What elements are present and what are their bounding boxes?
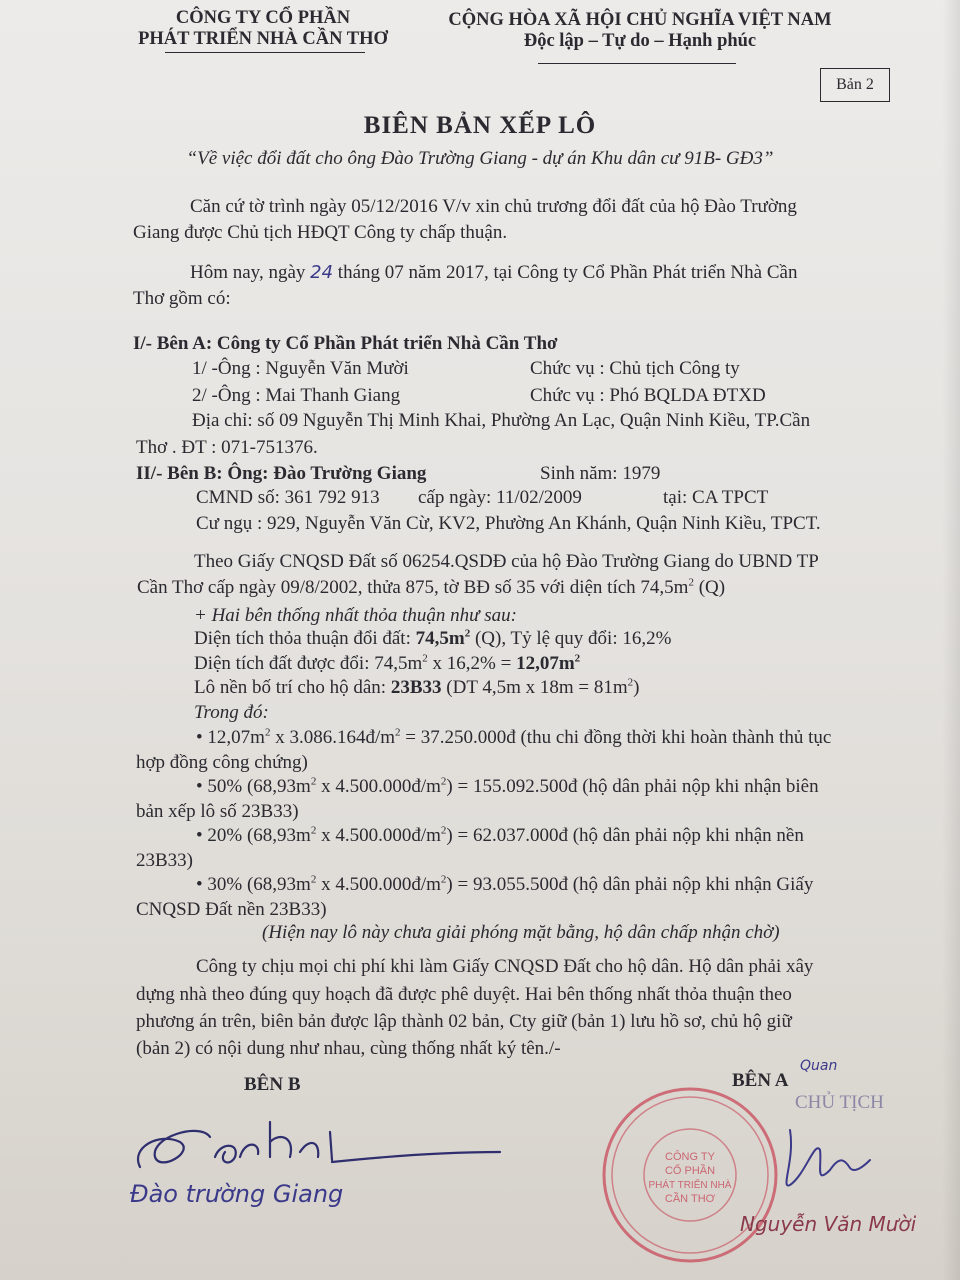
payment-4-a: • 30% (68,93m	[196, 874, 311, 895]
svg-text:CÔNG TY: CÔNG TY	[665, 1151, 715, 1163]
party-a-signature-graphic	[760, 1110, 900, 1210]
payment-4-b: x 4.500.000đ/m	[316, 874, 441, 895]
intro-para1-line2: Giang được Chủ tịch HĐQT Công ty chấp thuận.	[133, 222, 508, 243]
national-header	[410, 10, 870, 52]
lot-close: )	[633, 677, 640, 698]
party-b-signature-graphic	[120, 1112, 520, 1232]
party-b-id-place: tại: CA TPCT	[663, 487, 769, 508]
nation-motto: Độc lập – Tự do – Hạnh phúc	[523, 31, 757, 51]
superscript: 2	[574, 652, 581, 665]
superscript: 2	[310, 775, 317, 788]
certificate-end: (Q)	[693, 577, 726, 598]
company-header	[128, 8, 398, 50]
lot-value: 23B33	[390, 677, 442, 698]
handwritten-day: 24	[310, 262, 334, 283]
party-a-rep1-name: 1/ -Ông : Nguyễn Văn Mười	[192, 358, 409, 379]
exchanged-area-label: Diện tích đất được đổi: 74,5m	[194, 653, 423, 674]
payment-2-c: ) = 155.092.500đ (hộ dân phải nộp khi nhận biên	[446, 776, 819, 797]
certificate-line2	[137, 577, 725, 599]
company-underline	[165, 52, 365, 53]
party-b-id-number: CMND số: 361 792 913	[196, 487, 380, 508]
nation-title: CỘNG HÒA XÃ HỘI CHỦ NGHĨA VIỆT NAM	[448, 10, 832, 30]
superscript: 2	[464, 627, 471, 640]
payment-3-c: ) = 62.037.000đ (hộ dân phải nộp khi nhận nền	[446, 825, 804, 846]
party-b-heading: II/- Bên B: Ông: Đào Trường Giang	[136, 463, 427, 484]
party-a-address-line2: Thơ . ĐT : 071-751376.	[136, 437, 318, 458]
agreed-area-line	[194, 628, 671, 650]
superscript: 2	[264, 726, 271, 739]
party-a-handwritten-name: Nguyễn Văn Mười	[740, 1212, 917, 1236]
copy-number-box: Bản 2	[820, 68, 890, 102]
svg-text:PHÁT TRIỂN NHÀ: PHÁT TRIỂN NHÀ	[648, 1180, 732, 1191]
document-title: BIÊN BẢN XẾP LÔ	[363, 112, 597, 139]
party-a-address-line1: Địa chỉ: số 09 Nguyễn Thị Minh Khai, Phường An Lạc, Quận Ninh Kiều, TP.Cần	[192, 410, 811, 431]
superscript: 2	[627, 676, 634, 689]
payment-2-line1	[196, 776, 819, 798]
exchanged-area-line	[194, 653, 580, 675]
exchanged-area-value: 12,07m	[516, 653, 575, 674]
party-a-rep2-role: Chức vụ : Phó BQLDA ĐTXD	[530, 385, 766, 406]
payment-2-b: x 4.500.000đ/m	[316, 776, 441, 797]
party-b-residence: Cư ngụ : 929, Nguyễn Văn Cừ, KV2, Phường An Khánh, Quận Ninh Kiều, TPCT.	[196, 513, 821, 534]
party-a-heading: I/- Bên A: Công ty Cổ Phần Phát triển Nhà Cần Thơ	[133, 333, 558, 354]
intro-para2-line1	[190, 262, 797, 284]
clearance-note: (Hiện nay lô này chưa giải phóng mặt bằng, hộ dân chấp nhận chờ)	[262, 922, 780, 943]
payment-3-a: • 20% (68,93m	[196, 825, 311, 846]
superscript: 2	[440, 824, 447, 837]
party-b-id-date: cấp ngày: 11/02/2009	[418, 487, 582, 508]
payment-3-line1	[196, 825, 804, 847]
intro-para2-line2: Thơ gồm có:	[133, 288, 231, 309]
payment-1-c: = 37.250.000đ (thu chi đồng thời khi hoàn thành thủ tục	[400, 727, 832, 748]
payment-4-line2: CNQSD Đất nền 23B33)	[136, 899, 327, 920]
party-a-rep2-name: 2/ -Ông : Mai Thanh Giang	[192, 385, 401, 406]
company-seal	[595, 1080, 785, 1270]
closing-line2: dựng nhà theo đúng quy hoạch đã được phê duyệt. Hai bên thống nhất thỏa thuận theo	[136, 984, 792, 1005]
in-which-label: Trong đó:	[194, 702, 269, 723]
closing-line3: phương án trên, biên bản được lập thành 02 bản, Cty giữ (bản 1) lưu hồ sơ, chủ hộ giữ	[136, 1011, 792, 1032]
lot-line	[194, 677, 639, 699]
payment-1-line1	[196, 727, 831, 749]
closing-line1: Công ty chịu mọi chi phí khi làm Giấy CNQSD Đất cho hộ dân. Hộ dân phải xây	[196, 956, 814, 977]
superscript: 2	[310, 824, 317, 837]
agreement-heading: + Hai bên thống nhất thỏa thuận như sau:	[194, 605, 517, 626]
payment-1-b: x 3.086.164đ/m	[270, 727, 395, 748]
document-subtitle: “Về việc đổi đất cho ông Đào Trường Giang - dự án Khu dân cư 91B- GĐ3”	[186, 148, 774, 169]
motto-underline	[538, 63, 736, 64]
party-a-rep1-role: Chức vụ : Chủ tịch Công ty	[530, 358, 740, 379]
intro-para1-line1: Căn cứ tờ trình ngày 05/12/2016 V/v xin chủ trương đổi đất của hộ Đào Trường	[190, 196, 797, 217]
closing-line4: (bản 2) có nội dung như nhau, cùng thống nhất ký tên./-	[136, 1038, 561, 1059]
party-b-birth: Sinh năm: 1979	[540, 463, 661, 484]
superscript: 2	[440, 775, 447, 788]
payment-2-a: • 50% (68,93m	[196, 776, 311, 797]
superscript: 2	[440, 873, 447, 886]
party-a-sign-label: BÊN A	[732, 1070, 789, 1091]
superscript: 2	[422, 652, 428, 665]
company-name-line2: PHÁT TRIỂN NHÀ CẦN THƠ	[138, 29, 388, 49]
agreed-area-label: Diện tích thỏa thuận đổi đất:	[194, 628, 416, 649]
lot-rest: (DT 4,5m x 18m = 81m	[441, 677, 628, 698]
date-suffix: tháng 07 năm 2017, tại Công ty Cổ Phần Phát triển Nhà Cần	[337, 262, 798, 283]
certificate-line1: Theo Giấy CNQSD Đất số 06254.QSDĐ của hộ Đào Trường Giang do UBND TP	[194, 551, 819, 572]
superscript: 2	[395, 726, 401, 739]
certificate-text: Cần Thơ cấp ngày 09/8/2002, thửa 875, tờ BĐ số 35 với diện tích 74,5m	[137, 577, 689, 598]
payment-1-a: • 12,07m	[196, 727, 265, 748]
page-shadow	[942, 0, 960, 1280]
company-name-line1: CÔNG TY CỔ PHẦN	[175, 8, 351, 28]
date-prefix: Hôm nay, ngày	[190, 262, 306, 283]
svg-text:CỔ PHẦN: CỔ PHẦN	[664, 1165, 716, 1177]
exchanged-area-mid: x 16,2% =	[427, 653, 517, 674]
payment-3-line2: 23B33)	[136, 850, 193, 871]
payment-4-line1	[196, 874, 813, 896]
party-a-initial-note: Quan	[800, 1058, 838, 1074]
lot-label: Lô nền bố trí cho hộ dân:	[194, 677, 391, 698]
payment-1-line2: hợp đồng công chứng)	[136, 752, 308, 773]
svg-text:CẦN THƠ: CẦN THƠ	[664, 1193, 716, 1205]
superscript: 2	[310, 873, 317, 886]
agreed-area-rest: (Q), Tỷ lệ quy đổi: 16,2%	[470, 628, 672, 649]
party-a-title: CHỦ TỊCH	[795, 1092, 884, 1113]
payment-2-line2: bản xếp lô số 23B33)	[136, 801, 299, 822]
payment-4-c: ) = 93.055.500đ (hộ dân phải nộp khi nhận Giấy	[446, 874, 814, 895]
party-b-handwritten-name: Đào trường Giang	[130, 1180, 344, 1208]
party-b-sign-label: BÊN B	[244, 1074, 301, 1095]
superscript: 2	[688, 576, 694, 589]
payment-3-b: x 4.500.000đ/m	[316, 825, 441, 846]
agreed-area-value: 74,5m	[415, 628, 465, 649]
